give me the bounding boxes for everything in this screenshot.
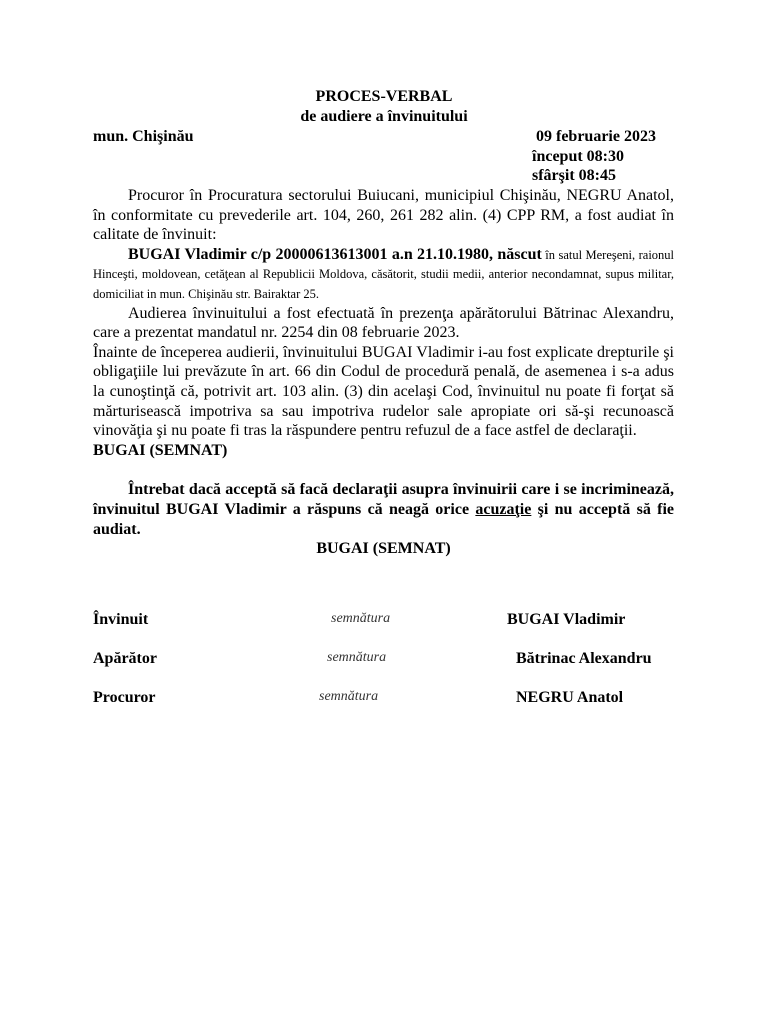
start-time: început 08:30 xyxy=(532,148,624,165)
signature-role: Procuror xyxy=(93,689,156,706)
city: mun. Chişinău xyxy=(93,128,194,145)
document-date: 09 februarie 2023 xyxy=(536,128,656,145)
accused-details: în satul Mereşeni, raionul Hinceşti, moldovean, cetăţean al Republicii Moldova, căsătorit, studii medii, anterior necondamnat, supus militar, domiciliat in mun. Chişinău str. Bairaktar 25. xyxy=(93,247,675,301)
question-text-b: şi nu acceptă să fie audiat. xyxy=(93,500,674,538)
signature-mark: semnătura xyxy=(319,689,379,704)
document-subtitle: de audiere a învinuitului xyxy=(300,108,468,125)
paragraph-defender: Audierea învinuitului a fost efectuată în prezenţa apărătorului Bătrinac Alexandru, care a prezentat mandatul nr. 2254 din 08 februarie 2023. xyxy=(93,304,674,342)
spacer xyxy=(93,460,674,480)
paragraph-question xyxy=(93,480,674,539)
signature-mark: semnătura xyxy=(327,650,387,665)
signature-role: Apărător xyxy=(93,650,157,667)
signed-note-2: BUGAI (SEMNAT) xyxy=(316,540,451,558)
signature-name: NEGRU Anatol xyxy=(516,689,624,706)
signature-role: Învinuit xyxy=(93,611,149,628)
document-title: PROCES-VERBAL xyxy=(315,88,453,105)
end-time: sfârşit 08:45 xyxy=(532,167,616,184)
paragraph-rights: Înainte de începerea audierii, învinuitului BUGAI Vladimir i-au fost explicate drepturile şi obligaţiile lui prevăzute în art. 66 din Codul de procedură penală, de asemenea i s-a adus la cunoştinţă că, potrivit art. 103 alin. (3) din acelaşi Cod, învinuitul nu poate fi forţat să mărturisească impotriva sa sau impotriva rudelor sale apropiate ori să-şi recunoască vinovăţia şi nu poate fi tras la răspundere pentru refuzul de a face astfel de declaraţii. xyxy=(93,343,674,440)
signed-note-1: BUGAI (SEMNAT) xyxy=(93,441,228,459)
paragraph-prosecutor: Procuror în Procuratura sectorului Buiucani, municipiul Chişinău, NEGRU Anatol, în conformitate cu prevederile art. 104, 260, 261 282 alin. (4) CPP RM, a fost audiat în calitate de învinuit: xyxy=(93,187,674,244)
signature-row-prosecutor xyxy=(93,689,683,711)
document-body xyxy=(93,186,674,559)
accused-identity: BUGAI Vladimir c/p 20000613613001 a.n 21.10.1980, născut xyxy=(128,245,542,263)
question-text-a: Întrebat dacă acceptă să facă declaraţii asupra învinuirii care i se incriminează, învinuitul BUGAI Vladimir a răspuns că neagă orice xyxy=(93,481,674,518)
signature-row-accused xyxy=(93,611,683,633)
question-underlined: acuzaţie xyxy=(475,500,532,518)
paragraph-identity xyxy=(93,245,674,304)
signature-name: BUGAI Vladimir xyxy=(507,611,626,628)
signature-row-defender xyxy=(93,650,683,672)
signature-name: Bătrinac Alexandru xyxy=(516,650,652,667)
signature-mark: semnătura xyxy=(331,611,391,626)
